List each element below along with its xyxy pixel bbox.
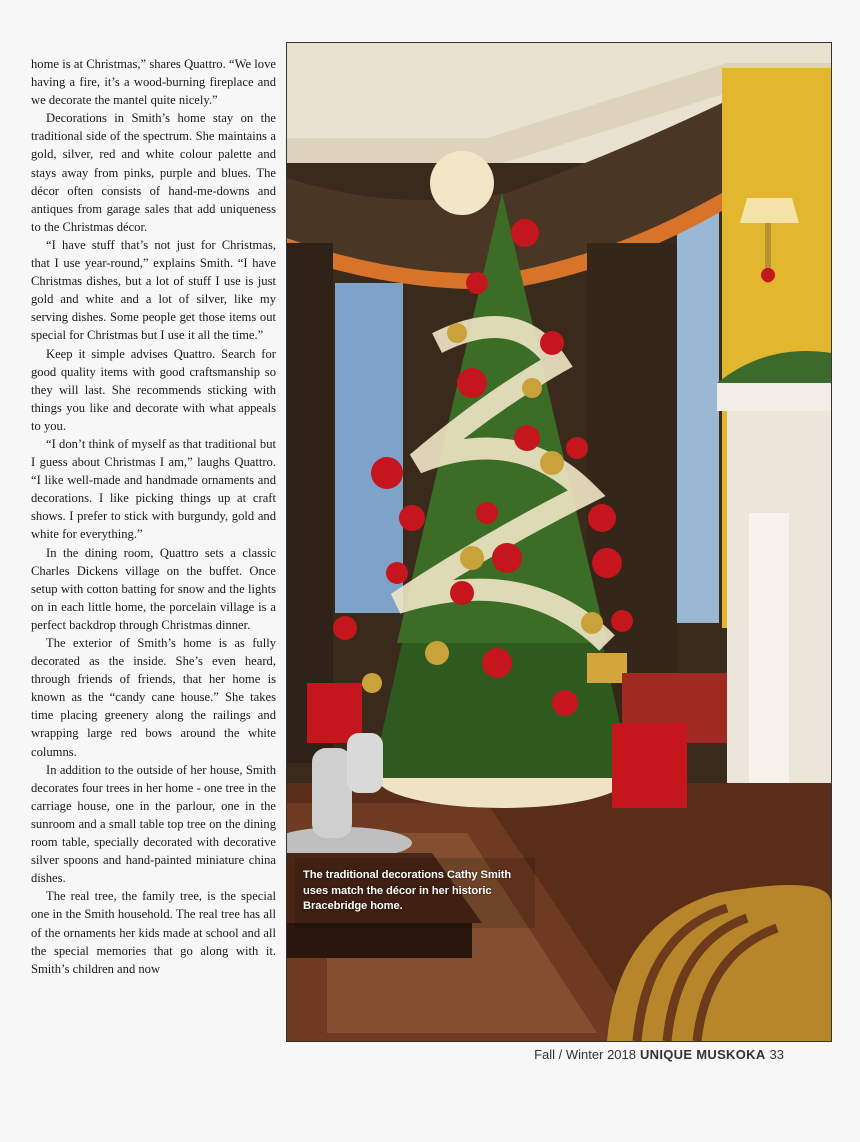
article-paragraph: The exterior of Smith’s home is as fully decorated as the inside. She’s even heard, through friends of friends, that her home is known as the “candy cane house.” She takes time placing greenery along the railings and wrapping large red bows around the white columns.: [31, 636, 276, 759]
page-number: 33: [769, 1047, 784, 1062]
gift-box: [307, 683, 362, 743]
article-paragraph: In the dining room, Quattro sets a classic Charles Dickens village on the buffet. Once setup with cotton batting for snow and the lights on in each little home, the porcelain village is a perfect backdrop through Christmas dinner.: [31, 545, 276, 632]
silver-teapot: [312, 748, 352, 838]
article-paragraph: “I don’t think of myself as that traditional but I guess about Christmas I am,” laughs Quattro. “I like well-made and handmade ornaments and decorations. I like picking things up at craft shows. I prefer to stick with burgundy, gold and white for everything.”: [31, 436, 276, 542]
photo-caption: The traditional decorations Cathy Smith uses match the décor in her historic Bracebridge home.: [303, 869, 512, 912]
coffee-table-base: [287, 923, 472, 958]
article-paragraph: Keep it simple advises Quattro. Search for good quality items with good craftsmanship so they will last. She recommends sticking with things you like and decorate with what appeals to you.: [31, 346, 276, 433]
window-right: [677, 203, 719, 623]
lamp-shade: [740, 198, 799, 223]
article-paragraph: In addition to the outside of her house, Smith decorates four trees in her home - one tree in the carriage house, one in the parlour, one in the sunroom and a small table top tree on the dining room table, specially decorated with decorative silver spoons and hand-painted miniature china dishes.: [31, 762, 276, 886]
magazine-name: UNIQUE MUSKOKA: [639, 1047, 766, 1062]
gift-box: [587, 653, 627, 683]
gift-bag: [612, 723, 687, 808]
silver-pot: [347, 733, 383, 793]
lamp-bow: [761, 268, 775, 282]
page-footer: [534, 1047, 784, 1062]
tree-topper: [430, 151, 494, 215]
article-paragraph: Decorations in Smith’s home stay on the traditional side of the spectrum. She maintains a gold, silver, red and white colour palette and stays away from pinks, purple and blues. The décor often consists of hand-me-downs and antiques from garage sales that add uniqueness to the Christmas décor.: [31, 111, 276, 234]
issue-season: Fall / Winter 2018: [534, 1047, 636, 1062]
article-paragraph: “I have stuff that’s not just for Christmas, that I use year-round,” explains Smith. “I have Christmas dishes, but a lot of stuff I use is just gold and white and a lot of silver, like my serving dishes. Some people get those items out special for Christmas but I use it all the time.”: [31, 237, 276, 343]
article-paragraph: The real tree, the family tree, is the special one in the Smith household. The real tree has all of the ornaments her kids made at school and all the special memories that go along with it. Smith’s children and now: [31, 889, 276, 976]
fireplace-column: [749, 513, 789, 813]
article-text-column: [31, 55, 276, 978]
mantel-shelf: [717, 383, 831, 411]
article-paragraph: home is at Christmas,” shares Quattro. “We love having a fire, it’s a wood-burning fireplace and we decorate the mantel quite nicely.”: [31, 57, 276, 108]
